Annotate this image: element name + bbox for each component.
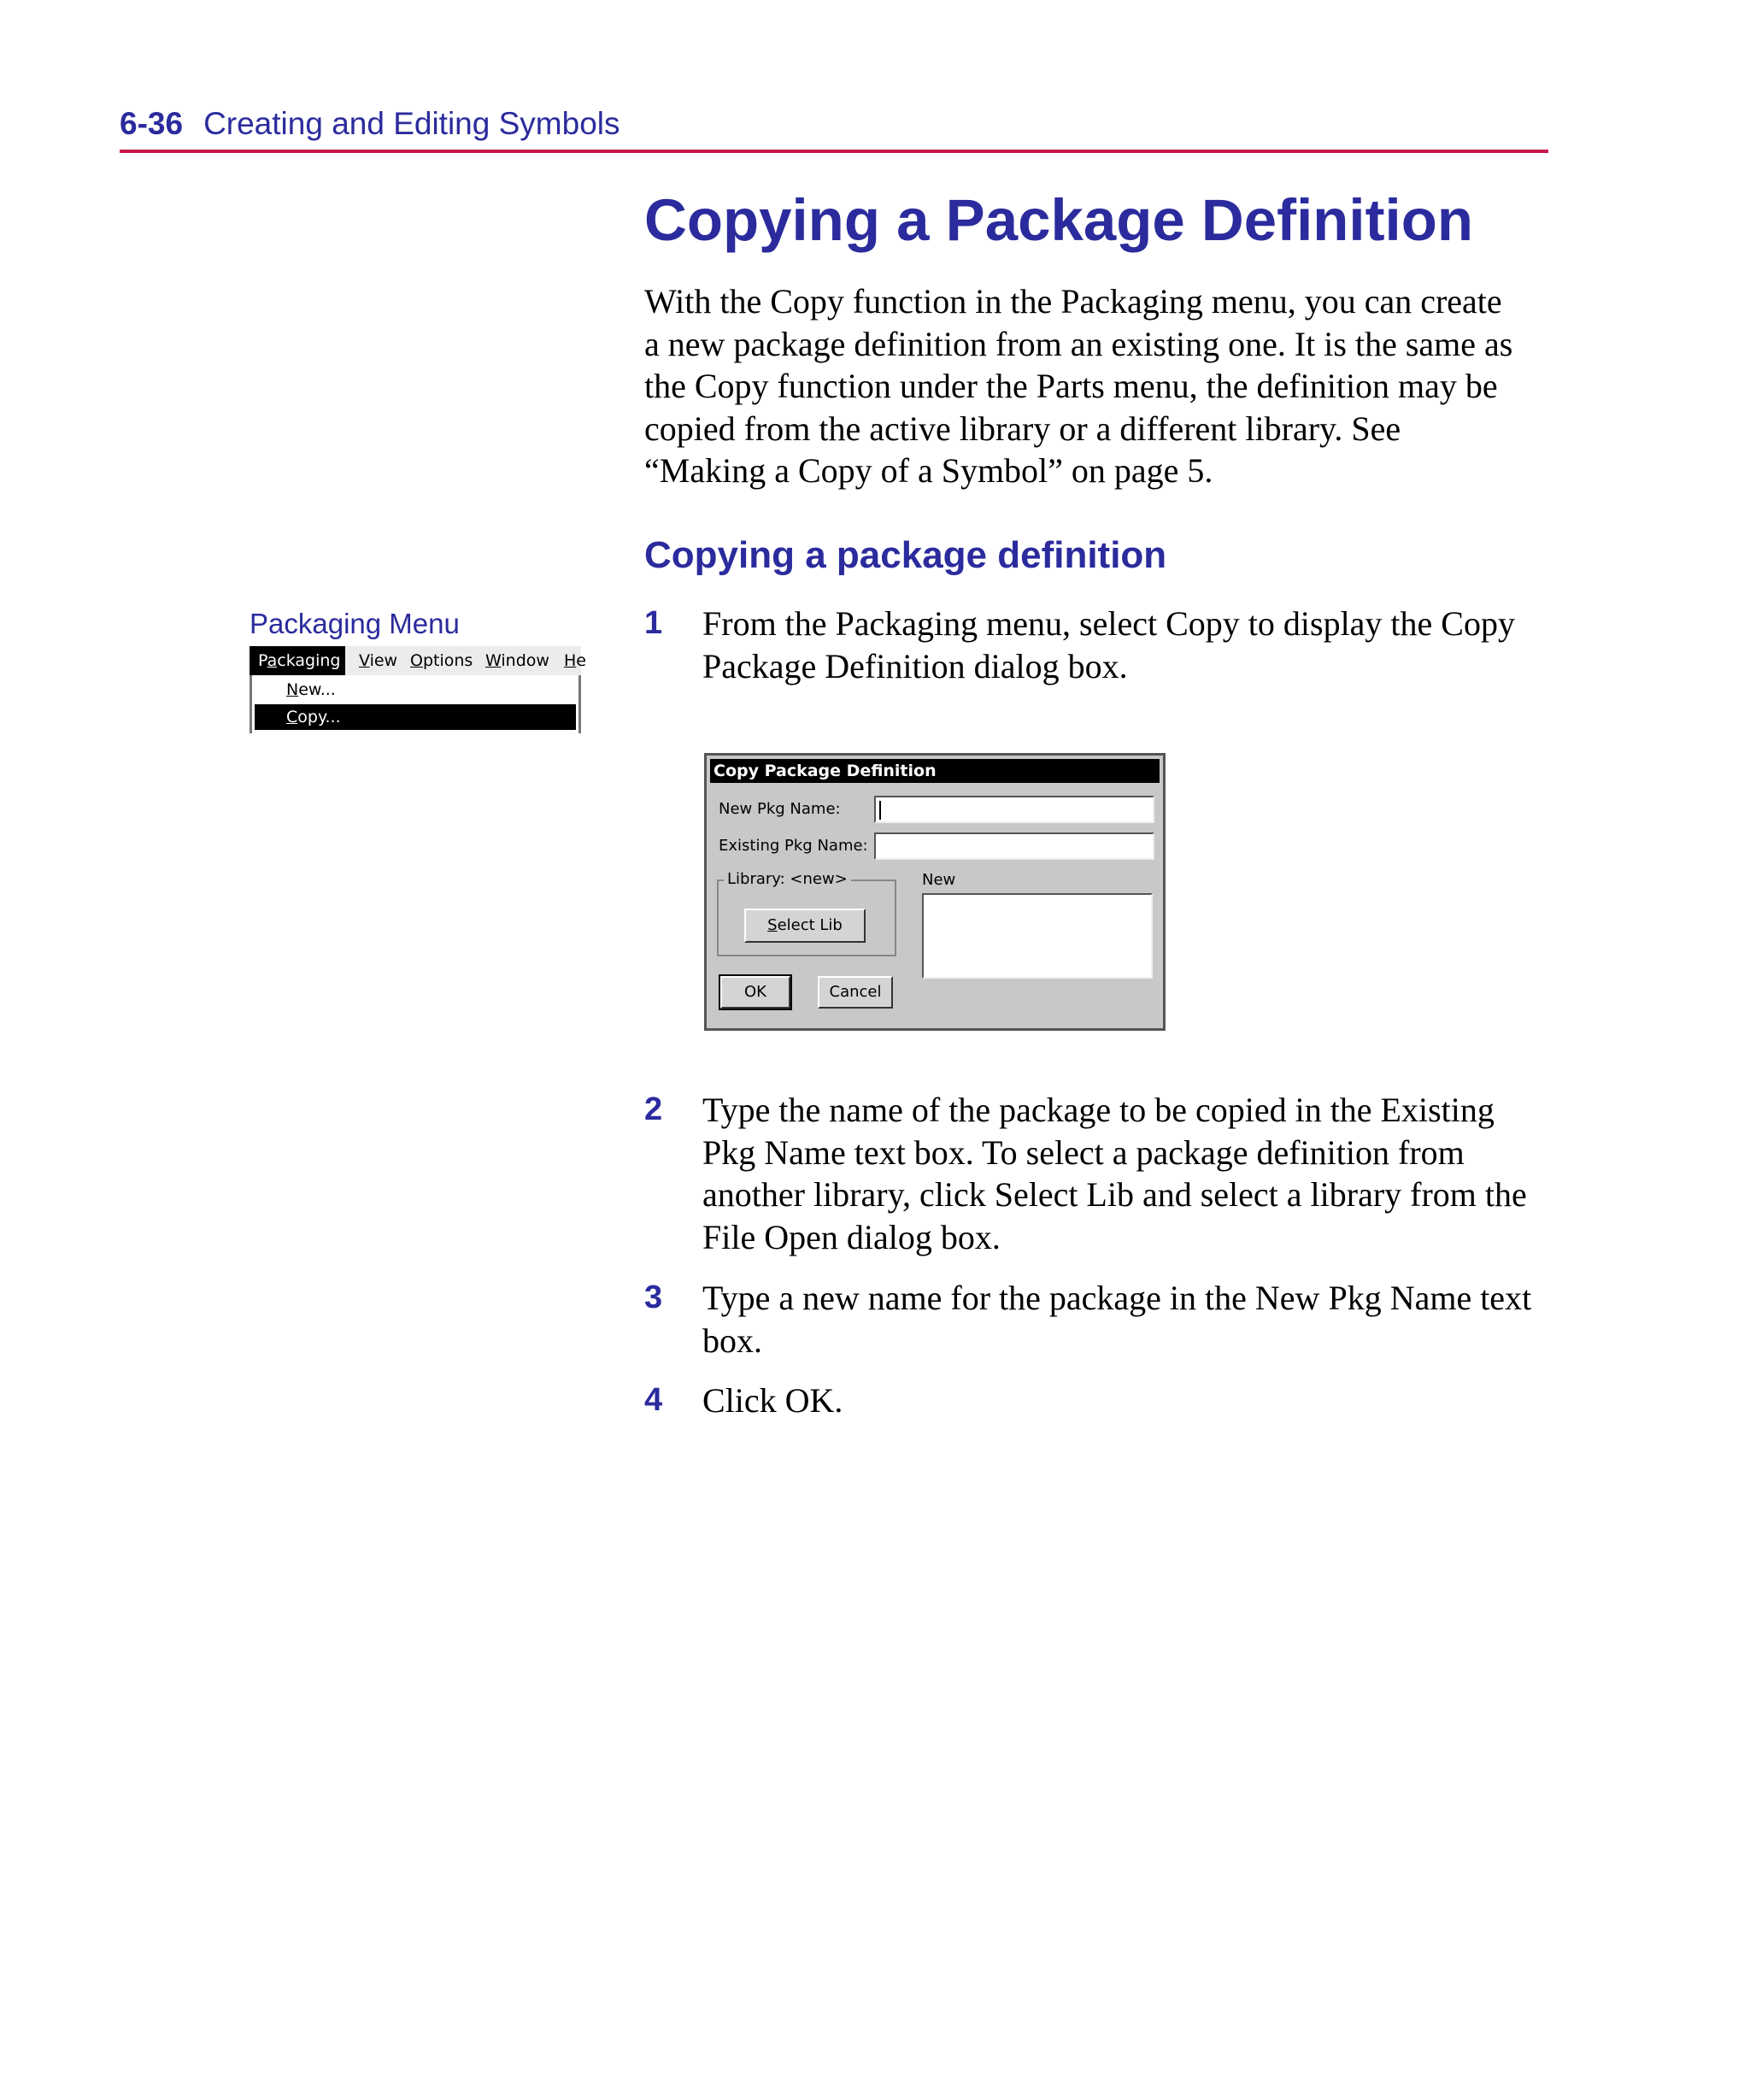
page-title: Copying a Package Definition	[644, 187, 1474, 253]
select-lib-label: elect Lib	[777, 916, 843, 934]
dialog-title: Copy Package Definition	[710, 759, 1160, 783]
menu-packaging[interactable]: Packaging	[250, 646, 345, 675]
step-line: Type the name of the package to be copied in the Existing	[702, 1091, 1495, 1129]
intro-line: With the Copy function in the Packaging menu, you can create	[644, 282, 1502, 321]
step-number: 1	[644, 605, 663, 641]
library-group-label: Library: <new>	[724, 870, 851, 888]
ok-button[interactable]: OK	[720, 976, 790, 1009]
packaging-menu-screenshot	[250, 646, 586, 733]
step-line: Pkg Name text box. To select a package definition from	[702, 1132, 1465, 1172]
menu-window[interactable]: Window	[485, 651, 549, 670]
step-line: box.	[702, 1321, 762, 1360]
step-number: 3	[644, 1279, 663, 1315]
cancel-button[interactable]: Cancel	[818, 976, 893, 1009]
step-line: Package Definition dialog box.	[702, 646, 1128, 685]
step-text	[702, 1379, 843, 1422]
text-caret	[879, 801, 881, 820]
step-text	[702, 603, 1515, 687]
select-lib-button[interactable]: Select Lib	[744, 909, 866, 943]
intro-line: “Making a Copy of a Symbol” on page 5.	[644, 451, 1213, 490]
intro-line: the Copy function under the Parts menu, the definition may be	[644, 367, 1498, 405]
page-number: 6-36	[120, 106, 184, 141]
library-list-box[interactable]	[922, 893, 1153, 979]
running-header	[120, 106, 620, 142]
menu-view[interactable]: View	[359, 651, 398, 670]
header-rule	[120, 150, 1548, 153]
new-pkg-label: New Pkg Name:	[719, 800, 841, 818]
step-line: Type a new name for the package in the New Pkg Name text	[702, 1279, 1532, 1317]
step-number: 2	[644, 1091, 663, 1127]
menu-item-new[interactable]: New...	[286, 680, 336, 699]
step-line: Click OK.	[702, 1381, 843, 1420]
step-text	[702, 1089, 1527, 1258]
copy-package-dialog	[704, 753, 1166, 1031]
menu-help[interactable]: He	[564, 651, 586, 670]
step-number: 4	[644, 1382, 663, 1418]
list-label: New	[922, 871, 956, 889]
new-pkg-name-input[interactable]	[874, 796, 1154, 823]
step-text	[702, 1277, 1531, 1362]
step-line: From the Packaging menu, select Copy to display the Copy	[702, 604, 1515, 643]
intro-line: copied from the active library or a different library. See	[644, 409, 1401, 448]
step-line: File Open dialog box.	[702, 1217, 1001, 1256]
menu-item-copy[interactable]: Copy...	[255, 704, 576, 730]
step-line: another library, click Select Lib and select a library from the	[702, 1175, 1527, 1214]
section-title: Creating and Editing Symbols	[203, 106, 620, 141]
existing-pkg-name-input[interactable]	[874, 832, 1154, 860]
menu-bar	[250, 646, 586, 675]
intro-paragraph	[644, 280, 1559, 492]
intro-line: a new package definition from an existing one. It is the same as	[644, 324, 1513, 363]
margin-caption: Packaging Menu	[250, 608, 460, 639]
packaging-dropdown	[250, 675, 581, 733]
procedure-heading: Copying a package definition	[644, 534, 1167, 576]
existing-pkg-label: Existing Pkg Name:	[719, 837, 868, 855]
menu-options[interactable]: Options	[410, 651, 473, 670]
